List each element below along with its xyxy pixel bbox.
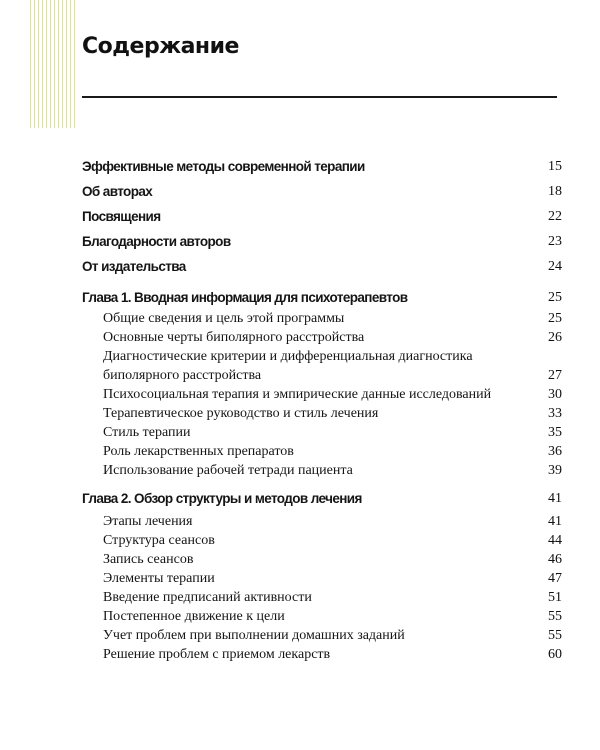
toc-entry-title: Посвящения xyxy=(82,209,161,224)
section-page: 60 xyxy=(548,647,562,662)
toc-section[interactable] xyxy=(0,311,600,331)
section-title: Элементы терапии xyxy=(103,571,215,586)
section-title: Использование рабочей тетради пациента xyxy=(103,463,353,478)
section-page: 30 xyxy=(548,387,562,402)
section-page: 39 xyxy=(548,463,562,478)
section-page: 55 xyxy=(548,628,562,643)
toc-section-continued[interactable] xyxy=(0,368,600,388)
section-page: 25 xyxy=(548,311,562,326)
section-title: Запись сеансов xyxy=(103,552,194,567)
section-title: Терапевтическое руководство и стиль лечения xyxy=(103,406,379,421)
toc-section[interactable] xyxy=(0,387,600,407)
section-page: 55 xyxy=(548,609,562,624)
section-title: Постепенное движение к цели xyxy=(103,609,285,624)
section-title: Стиль терапии xyxy=(103,425,191,440)
toc-entry-title: Об авторах xyxy=(82,184,153,199)
section-page: 51 xyxy=(548,590,562,605)
toc-chapter-1[interactable] xyxy=(0,290,600,310)
toc-section[interactable] xyxy=(0,330,600,350)
section-page: 41 xyxy=(548,514,562,529)
toc-section[interactable] xyxy=(0,552,600,572)
toc-section[interactable] xyxy=(0,609,600,629)
toc-section[interactable] xyxy=(0,571,600,591)
section-title: Основные черты биполярного расстройства xyxy=(103,330,365,345)
section-title-line2: биполярного расстройства xyxy=(103,368,262,383)
toc-chapter-2[interactable] xyxy=(0,491,600,511)
section-title: Решение проблем с приемом лекарств xyxy=(103,647,331,662)
toc-entry[interactable] xyxy=(0,159,600,179)
toc-entry-page: 15 xyxy=(548,159,562,174)
section-page: 44 xyxy=(548,533,562,548)
section-page: 46 xyxy=(548,552,562,567)
toc-entry-title: Благодарности авторов xyxy=(82,234,231,249)
section-page: 33 xyxy=(548,406,562,421)
toc-section[interactable] xyxy=(0,349,600,369)
toc-entry-title: От издательства xyxy=(82,259,186,274)
section-title: Роль лекарственных препаратов xyxy=(103,444,294,459)
toc-section[interactable] xyxy=(0,463,600,483)
section-title: Структура сеансов xyxy=(103,533,215,548)
toc-section[interactable] xyxy=(0,628,600,648)
toc-entry[interactable] xyxy=(0,259,600,279)
toc-section[interactable] xyxy=(0,590,600,610)
toc-section[interactable] xyxy=(0,406,600,426)
section-title: Введение предписаний активности xyxy=(103,590,312,605)
toc-section[interactable] xyxy=(0,444,600,464)
toc-section[interactable] xyxy=(0,533,600,553)
section-title: Общие сведения и цель этой программы xyxy=(103,311,345,326)
section-page: 26 xyxy=(548,330,562,345)
page-title: Содержание xyxy=(82,34,239,59)
section-page: 35 xyxy=(548,425,562,440)
chapter-page: 25 xyxy=(548,290,562,305)
section-title: Психосоциальная терапия и эмпирические данные исследований xyxy=(103,387,492,402)
chapter-title: Глава 1. Вводная информация для психотерапевтов xyxy=(82,290,408,305)
toc-entry-page: 22 xyxy=(548,209,562,224)
toc-section[interactable] xyxy=(0,514,600,534)
toc-entry[interactable] xyxy=(0,234,600,254)
toc-entry[interactable] xyxy=(0,184,600,204)
toc-section[interactable] xyxy=(0,425,600,445)
section-page: 47 xyxy=(548,571,562,586)
section-page: 36 xyxy=(548,444,562,459)
chapter-page: 41 xyxy=(548,491,562,506)
section-title: Этапы лечения xyxy=(103,514,193,529)
section-page: 27 xyxy=(548,368,562,383)
toc-entry-page: 24 xyxy=(548,259,562,274)
section-title: Учет проблем при выполнении домашних заданий xyxy=(103,628,405,643)
toc-entry-page: 18 xyxy=(548,184,562,199)
toc-entry[interactable] xyxy=(0,209,600,229)
toc-entry-page: 23 xyxy=(548,234,562,249)
section-title: Диагностические критерии и дифференциальная диагностика xyxy=(103,349,473,364)
toc-section[interactable] xyxy=(0,647,600,667)
chapter-title: Глава 2. Обзор структуры и методов лечения xyxy=(82,491,362,506)
toc-entry-title: Эффективные методы современной терапии xyxy=(82,159,365,174)
